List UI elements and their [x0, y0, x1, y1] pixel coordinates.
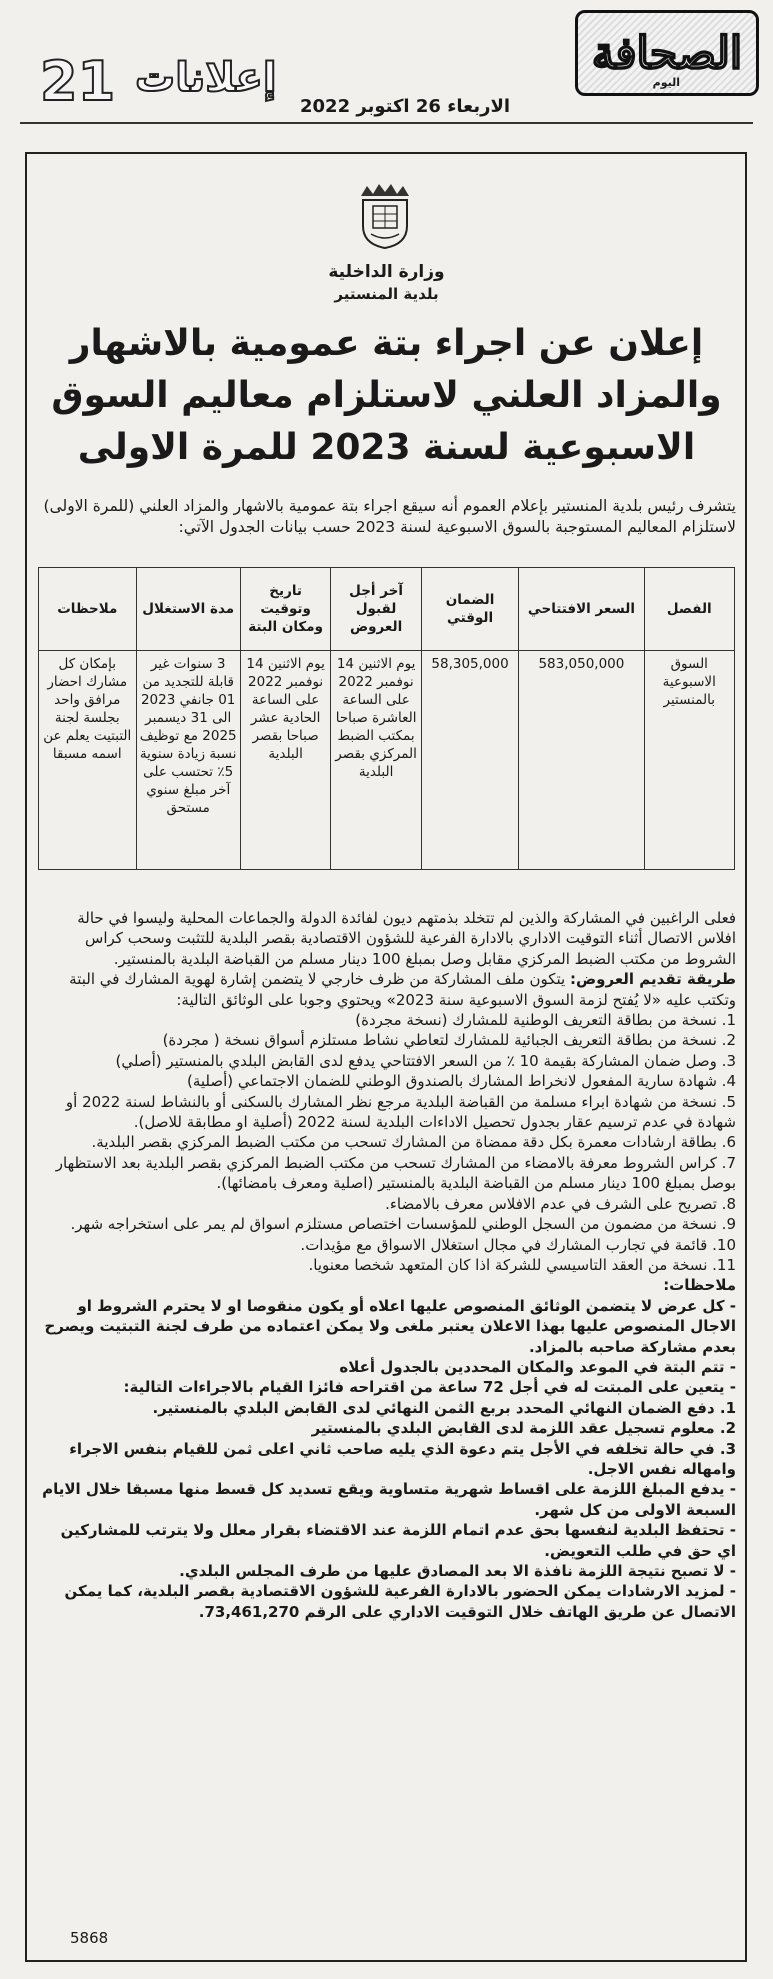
section-title: إعلانات — [135, 55, 277, 101]
ministry-name: وزارة الداخلية — [328, 262, 445, 282]
submission-text: يتكون ملف المشاركة من ظرف خارجي لا يتضمن إشارة لهوية المشارك في البتة وتكتب عليه «لا يُفتح لزمة السوق الاسبوعية سنة 2023» ويحتوي وجوبا على الوثائق التالية: — [69, 970, 736, 1009]
masthead-divider — [20, 122, 753, 124]
note-item: 2. معلوم تسجيل عقد اللزمة لدى القابض البلدي بالمنستير — [311, 1419, 736, 1438]
column-header: تاريخ وتوقيت ومكان البتة — [240, 568, 330, 651]
table-cell: 3 سنوات غير قابلة للتجديد من 01 جانفي 2023 الى 31 ديسمبر 2025 مع توظيف نسبة زيادة سنوية 5٪ تحتسب على آخر مبلغ سنوي مستحق — [136, 651, 240, 870]
column-header: الفصل — [644, 568, 734, 651]
table-cell: يوم الاثنين 14 نوفمبر 2022 على الساعة العاشرة صباحا بمكتب الضبط المركزي بقصر البلدية — [331, 651, 421, 870]
note-item: - يدفع المبلغ اللزمة على اقساط شهرية متساوية ويقع تسديد كل قسط منها مسبقا خلال الايام السبعة الاولى من كل شهر. — [42, 1480, 736, 1519]
ad-reference-code: 5868 — [70, 1929, 109, 1947]
table-header-row — [39, 568, 735, 651]
note-item: - لا تصبح نتيجة اللزمة نافذة الا بعد المصادق عليها من طرف المجلس البلدي. — [179, 1562, 736, 1580]
table-cell: بإمكان كل مشارك احضار مرافق واحد بجلسة لجنة التبتيت يعلم عن اسمه مسبقا — [39, 651, 137, 870]
note-item: 3. في حالة تخلفه في الأجل يتم دعوة الذي يليه صاحب ثاني اعلى ثمن للقيام بنفس الاجراء وامهاله نفس الاجل. — [69, 1439, 736, 1478]
note-item: 1. دفع الضمان النهائي المحدد بربع الثمن النهائي لدى القابض البلدي بالمنستير. — [152, 1398, 736, 1417]
newspaper-logo: الصحافة اليوم — [575, 10, 759, 96]
column-header: السعر الافتتاحي — [519, 568, 644, 651]
table-cell: 58,305,000 — [421, 651, 518, 870]
list-item: 4. شهادة سارية المفعول لانخراط المشارك بالصندوق الوطني للضمان الاجتماعي (أصلية) — [187, 1072, 736, 1091]
table-cell: 583,050,000 — [519, 651, 644, 870]
municipal-crest-icon — [357, 178, 413, 250]
note-item: - كل عرض لا يتضمن الوثائق المنصوص عليها اعلاه أو يكون منقوصا او لا يحترم الشروط او الاجال المنصوص عليها بهذا الاعلان يعتبر ملغى ولا يمكن اعتماده من طرف لجنة التبتيت ويصرح بعدم مشاركة صاحبه بالمزاد. — [44, 1296, 736, 1356]
column-header: ملاحظات — [39, 568, 137, 651]
list-item: 8. تصريح على الشرف في عدم الافلاس معرف بالامضاء. — [385, 1194, 736, 1213]
table-cell: السوق الاسبوعية بالمنستير — [644, 651, 734, 870]
note-item: - تتم البتة في الموعد والمكان المحددين بالجدول أعلاه — [339, 1357, 736, 1376]
table-cell: يوم الاثنين 14 نوفمبر 2022 على الساعة الحادية عشر صباحا بقصر البلدية — [240, 651, 330, 870]
note-item: - يتعين على المبتت له في أجل 72 ساعة من اقتراحه فائزا القيام بالاجراءات التالية: — [123, 1378, 736, 1397]
table-row — [39, 651, 735, 870]
page-number: 21 — [40, 50, 116, 113]
eligibility-paragraph: فعلى الراغبين في المشاركة والذين لم تتخلد بذمتهم ديون لفائدة الدولة والجماعات المحلية وليسوا في حالة افلاس الاتصال أثناء التوقيت الاداري بالادارة الفرعية للشؤون الاقتصادية بقصر البلدية للتثبت وسحب كراس الشروط من مكتب الضبط المركزي مقابل وصل بمبلغ 100 دينار مسلم من القباضة البلدية بالمنستير. — [77, 909, 736, 968]
notes-label: ملاحظات: — [663, 1276, 736, 1295]
municipality-name: بلدية المنستير — [334, 285, 439, 303]
submission-label: طريقة تقديم العروض: — [570, 970, 736, 989]
newspaper-masthead — [0, 0, 773, 140]
auction-schedule-table — [38, 567, 735, 870]
list-item: 10. قائمة في تجارب المشارك في مجال استغلال الاسواق مع مؤيدات. — [300, 1235, 736, 1254]
list-item: 11. نسخة من العقد التاسيسي للشركة اذا كان المتعهد شخصا معنويا. — [308, 1255, 736, 1274]
note-item: - تحتفظ البلدية لنفسها بحق عدم اتمام اللزمة عند الاقتضاء بقرار معلل ولا يترتب للمشاركين اي حق في طلب التعويض. — [60, 1521, 736, 1560]
column-header: آخر أجل لقبول العروض — [331, 568, 421, 651]
issue-date: الاربعاء 26 اكتوبر 2022 — [300, 96, 511, 117]
announcement-headline: إعلان عن اجراء بتة عمومية بالاشهار والمزاد العلني لاستلزام معاليم السوق الاسبوعية لسنة 2023 للمرة الاولى — [51, 323, 722, 468]
list-item: 1. نسخة من بطاقة التعريف الوطنية للمشارك (نسخة مجردة) — [355, 1011, 736, 1030]
note-item: - لمزيد الارشادات يمكن الحضور بالادارة الفرعية للشؤون الاقتصادية بقصر البلدية، كما يمكن الاتصال عن طريق الهاتف خلال التوقيت الاداري على الرقم 73,461,270. — [64, 1582, 736, 1621]
list-item: 9. نسخة من مضمون من السجل الوطني للمؤسسات اختصاص مستلزم اسواق لم يمر على استخراجه شهر. — [70, 1215, 736, 1234]
intro-paragraph: يتشرف رئيس بلدية المنستير بإعلام العموم أنه سيقع اجراء بتة عمومية بالاشهار والمزاد العلني (للمرة الاولى) لاستلزام المعاليم المستوجبة بالسوق الاسبوعية لسنة 2023 حسب بيانات الجدول الآتي: — [43, 497, 736, 536]
list-item: 3. وصل ضمان المشاركة بقيمة 10 ٪ من السعر الافتتاحي يدفع لدى القابض البلدي بالمنستير (أصلي) — [115, 1051, 736, 1070]
list-item: 7. كراس الشروط معرفة بالامضاء من المشارك تسحب من مكتب الضبط المركزي بقصر البلدية بعد الاستظهار بوصل بمبلغ 100 دينار مسلم من القباضة البلدية بالمنستير (اصلية ومعرف بامضائها). — [55, 1153, 736, 1193]
column-header: الضمان الوقتي — [421, 568, 518, 651]
list-item: 6. بطاقة ارشادات معمرة بكل دقة ممضاة من المشارك تسحب من مكتب الضبط المركزي بقصر البلدية. — [91, 1133, 736, 1152]
list-item: 5. نسخة من شهادة ابراء مسلمة من القباضة البلدية مرجع نظر المشارك بالسكنى أو بالنشاط لسنة 2022 أو شهادة في عدم ترسيم عقار بجدول تحصيل الاداءات البلدية لسنة 2022 (أصلية او مطابقة للاصل). — [65, 1092, 736, 1132]
announcement-body — [38, 908, 736, 1622]
list-item: 2. نسخة من بطاقة التعريف الجبائية للمشارك لتعاطي نشاط مستلزم أسواق نسخة ( مجردة) — [162, 1031, 736, 1050]
column-header: مدة الاستغلال — [136, 568, 240, 651]
